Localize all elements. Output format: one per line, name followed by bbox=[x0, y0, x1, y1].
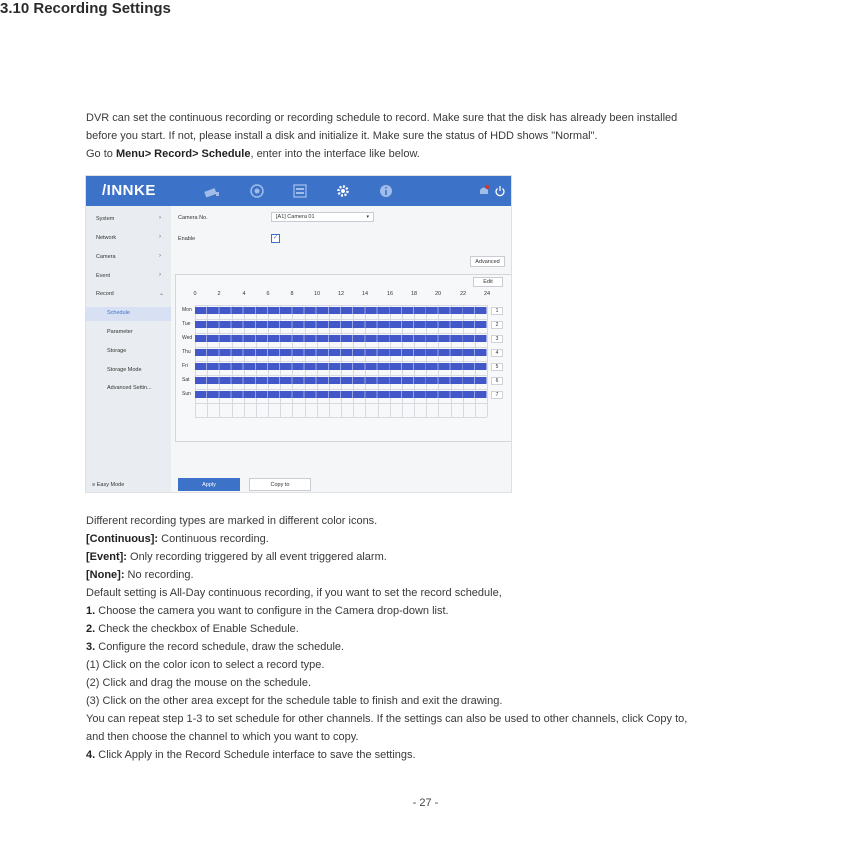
schedule-bar-mon[interactable] bbox=[195, 307, 487, 314]
sidebar-item-camera[interactable]: Camera bbox=[96, 254, 116, 260]
event-desc: Only recording triggered by all event triggered alarm. bbox=[126, 551, 387, 563]
sidebar-item-network[interactable]: Network bbox=[96, 235, 117, 241]
substep: (2) Click and drag the mouse on the schedule. bbox=[86, 677, 312, 689]
sidebar-subitem-schedule[interactable]: Schedule bbox=[107, 310, 130, 316]
schedule-bar-thu[interactable] bbox=[195, 349, 487, 356]
hour-label: 6 bbox=[266, 291, 270, 297]
step-2 bbox=[86, 623, 299, 636]
top-bar bbox=[86, 176, 512, 206]
goto-path: Menu> Record> Schedule bbox=[115, 148, 251, 160]
hour-label: 18 bbox=[410, 291, 418, 297]
chevron-right-icon: › bbox=[159, 215, 161, 221]
grid-line bbox=[195, 403, 487, 404]
grid-line bbox=[487, 305, 488, 417]
section-title: 3.10 Recording Settings bbox=[0, 0, 171, 17]
schedule-bar-wed[interactable] bbox=[195, 335, 487, 342]
copy-day-button[interactable]: 2 bbox=[491, 321, 503, 329]
body-line bbox=[86, 533, 269, 546]
grid-line bbox=[195, 361, 487, 362]
sidebar-subitem-advanced[interactable]: Advanced Settin... bbox=[107, 385, 152, 391]
edit-button[interactable]: Edit bbox=[473, 277, 503, 287]
schedule-bar-sat[interactable] bbox=[195, 377, 487, 384]
hour-label: 0 bbox=[193, 291, 197, 297]
body-line: Default setting is All-Day continuous recording, if you want to set the record schedule, bbox=[86, 587, 502, 599]
event-term: [Event]: bbox=[86, 551, 127, 563]
grid-line bbox=[195, 333, 487, 334]
hour-label: 16 bbox=[386, 291, 394, 297]
body-line bbox=[86, 551, 387, 564]
record-schedule-screenshot bbox=[85, 175, 512, 493]
copy-day-button[interactable]: 3 bbox=[491, 335, 503, 343]
camera-icon[interactable] bbox=[204, 183, 220, 199]
power-icon[interactable] bbox=[492, 183, 508, 199]
body-line: You can repeat step 1-3 to set schedule for other channels. If the settings can also be used to other channels, click Copy to, bbox=[86, 713, 688, 725]
none-term: [None]: bbox=[86, 569, 125, 581]
intro-line-1: DVR can set the continuous recording or recording schedule to record. Make sure that the disk has already been installed bbox=[86, 112, 678, 124]
copy-day-button[interactable]: 5 bbox=[491, 363, 503, 371]
chevron-down-icon: ⌄ bbox=[159, 291, 165, 297]
schedule-bar-tue[interactable] bbox=[195, 321, 487, 328]
storage-icon[interactable] bbox=[292, 183, 308, 199]
grid-line bbox=[195, 305, 487, 306]
step-text: Click Apply in the Record Schedule interface to save the settings. bbox=[95, 749, 416, 761]
body-line bbox=[86, 569, 194, 582]
continuous-term: [Continuous]: bbox=[86, 533, 159, 545]
menu-icon: ≡ bbox=[92, 482, 97, 488]
day-label: Mon bbox=[182, 307, 192, 313]
day-label: Sun bbox=[182, 391, 191, 397]
substep: (3) Click on the other area except for the schedule table to finish and exit the drawing. bbox=[86, 695, 503, 707]
sidebar-subitem-storage-mode[interactable]: Storage Mode bbox=[107, 367, 142, 373]
schedule-bar-fri[interactable] bbox=[195, 363, 487, 370]
step-number: 1. bbox=[86, 605, 96, 617]
step-text: Configure the record schedule, draw the schedule. bbox=[95, 641, 345, 653]
hour-label: 10 bbox=[313, 291, 321, 297]
sidebar-subitem-parameter[interactable]: Parameter bbox=[107, 329, 133, 335]
chevron-right-icon: › bbox=[159, 253, 161, 259]
record-icon[interactable] bbox=[249, 183, 265, 199]
enable-label: Enable bbox=[178, 236, 196, 242]
hour-label: 24 bbox=[483, 291, 491, 297]
enable-checkbox[interactable]: ✓ bbox=[272, 235, 279, 241]
body-line: Different recording types are marked in different color icons. bbox=[86, 515, 378, 527]
hour-label: 20 bbox=[434, 291, 442, 297]
step-number: 4. bbox=[86, 749, 96, 761]
body-line: and then choose the channel to which you want to copy. bbox=[86, 731, 359, 743]
hour-label: 22 bbox=[459, 291, 467, 297]
advanced-button[interactable]: Advanced bbox=[470, 256, 505, 267]
grid-line bbox=[195, 347, 487, 348]
chevron-right-icon: › bbox=[159, 234, 161, 240]
sidebar-item-system[interactable]: System bbox=[96, 216, 115, 222]
sidebar-subitem-storage[interactable]: Storage bbox=[107, 348, 127, 354]
step-1 bbox=[86, 605, 449, 618]
hour-label: 14 bbox=[361, 291, 369, 297]
easy-mode-toggle[interactable] bbox=[92, 482, 124, 488]
substep: (1) Click on the color icon to select a record type. bbox=[86, 659, 325, 671]
grid-line bbox=[195, 389, 487, 390]
goto-suffix: , enter into the interface like below. bbox=[250, 148, 420, 160]
step-4 bbox=[86, 749, 416, 762]
goto-prefix: Go to bbox=[86, 148, 116, 160]
sidebar-item-record[interactable]: Record bbox=[96, 291, 114, 297]
grid-line bbox=[195, 375, 487, 376]
day-label: Thu bbox=[182, 349, 191, 355]
step-text: Check the checkbox of Enable Schedule. bbox=[95, 623, 299, 635]
continuous-desc: Continuous recording. bbox=[158, 533, 269, 545]
grid-line bbox=[195, 417, 487, 418]
bell-icon[interactable] bbox=[476, 183, 492, 199]
sidebar bbox=[86, 206, 171, 493]
hour-label: 12 bbox=[337, 291, 345, 297]
copy-day-button[interactable]: 6 bbox=[491, 377, 503, 385]
none-desc: No recording. bbox=[124, 569, 194, 581]
intro-line-2: before you start. If not, please install a disk and initialize it. Make sure the status of HDD shows "Normal". bbox=[86, 130, 598, 142]
gear-icon[interactable] bbox=[335, 183, 351, 199]
apply-button[interactable]: Apply bbox=[178, 478, 240, 491]
day-label: Wed bbox=[182, 335, 193, 341]
copy-day-button[interactable]: 1 bbox=[491, 307, 503, 315]
copy-to-button[interactable]: Copy to bbox=[249, 478, 311, 491]
page-number: - 27 - bbox=[412, 797, 439, 809]
day-label: Sat bbox=[182, 377, 190, 383]
grid-line bbox=[195, 319, 487, 320]
chevron-right-icon: › bbox=[159, 272, 161, 278]
dropdown-arrow-icon: ▾ bbox=[366, 214, 369, 220]
hour-label: 4 bbox=[242, 291, 246, 297]
sidebar-item-event[interactable]: Event bbox=[96, 273, 111, 279]
hour-label: 2 bbox=[217, 291, 221, 297]
camera-select-value: [A1] Camera 01 bbox=[276, 214, 315, 220]
info-icon[interactable] bbox=[378, 183, 394, 199]
hour-label: 8 bbox=[290, 291, 294, 297]
copy-day-button[interactable]: 7 bbox=[491, 391, 503, 399]
camera-no-label: Camera No. bbox=[178, 215, 208, 221]
day-label: Fri bbox=[182, 363, 188, 369]
day-label: Tue bbox=[182, 321, 191, 327]
camera-select[interactable] bbox=[271, 212, 374, 222]
easy-mode-label: Easy Mode bbox=[96, 482, 125, 488]
step-text: Choose the camera you want to configure in the Camera drop-down list. bbox=[95, 605, 449, 617]
step-3 bbox=[86, 641, 344, 654]
step-number: 3. bbox=[86, 641, 96, 653]
copy-day-button[interactable]: 4 bbox=[491, 349, 503, 357]
step-number: 2. bbox=[86, 623, 96, 635]
intro-goto bbox=[86, 148, 420, 161]
brand-logo: /INNKE bbox=[102, 182, 156, 199]
schedule-bar-sun[interactable] bbox=[195, 391, 487, 398]
